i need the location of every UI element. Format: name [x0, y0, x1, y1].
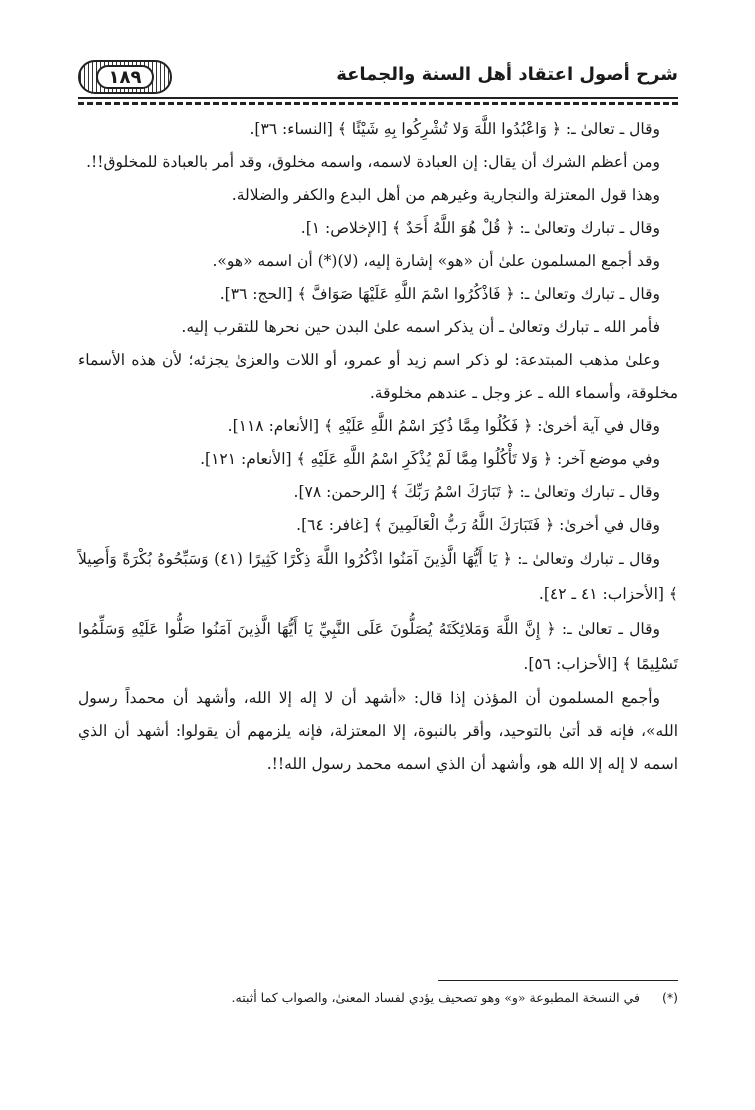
- paragraph: وفي موضع آخر: ﴿ وَلا تَأْكُلُوا مِمَّا لَمْ يُذْكَرِ اسْمُ اللَّهِ عَلَيْهِ ﴾ [الأنعام: ١٢١].: [200, 450, 660, 468]
- paragraph: وقال ـ تبارك وتعالىٰ ـ: ﴿ يَا أَيُّهَا الَّذِينَ آمَنُوا اذْكُرُوا اللَّهَ ذِكْرًا كَثِيرًا (٤١) وَسَبِّحُوهُ بُكْرَةً وَأَصِيلاً ﴾ [الأحزاب: ٤١ ـ ٤٢].: [78, 550, 678, 603]
- paragraph: وقال ـ تبارك وتعالىٰ ـ: ﴿ فَاذْكُرُوا اسْمَ اللَّهِ عَلَيْهَا صَوَافَّ ﴾ [الحج: ٣٦].: [219, 285, 660, 303]
- paragraph: وقال ـ تعالىٰ ـ: ﴿ وَاعْبُدُوا اللَّهَ وَلا تُشْرِكُوا بِهِ شَيْئًا ﴾ [النساء: ٣٦].: [249, 120, 660, 138]
- page-number-badge: [78, 60, 172, 94]
- footnote-mark: (*): [661, 990, 678, 1005]
- paragraph: وقد أجمع المسلمون علىٰ أن «هو» إشارة إليه، (لا)(*) أن اسمه «هو».: [212, 252, 660, 270]
- paragraph: وقال ـ تعالىٰ ـ: ﴿ إِنَّ اللَّهَ وَمَلائِكَتَهُ يُصَلُّونَ عَلَى النَّبِيِّ يَا أَيُّهَا الَّذِينَ آمَنُوا صَلُّوا عَلَيْهِ وَسَلِّمُوا تَسْلِيمًا ﴾ [الأحزاب: ٥٦].: [78, 620, 678, 673]
- footnote: [78, 986, 678, 1010]
- paragraph: وهذا قول المعتزلة والنجارية وغيرهم من أهل البدع والكفر والضلالة.: [231, 186, 660, 204]
- paragraph: وأجمع المسلمون أن المؤذن إذا قال: «أشهد أن لا إله إلا الله، وأشهد أن محمداً رسول الله»، فإنه قد أتىٰ بالتوحيد، وأقر بالنبوة، إلا المعتزلة، فإنه يلزمهم أن يقولوا: أشهد أن الذي اسمه لا إله إلا الله هو، وأشهد أن الذي اسمه محمد رسول الله!!.: [78, 689, 678, 773]
- paragraph: وعلىٰ مذهب المبتدعة: لو ذكر اسم زيد أو عمرو، أو اللات والعزىٰ يجزئه؛ لأن هذه الأسماء مخلوقة، وأسماء الله ـ عز وجل ـ عندهم مخلوقة.: [78, 351, 678, 402]
- paragraph: ومن أعظم الشرك أن يقال: إن العبادة لاسمه، واسمه مخلوق، وقد أمر بالعبادة للمخلوق!!.: [86, 153, 660, 171]
- header-divider: [78, 97, 678, 105]
- book-title: شرح أصول اعتقاد أهل السنة والجماعة: [336, 64, 678, 85]
- footnote-divider: [438, 980, 678, 981]
- running-header: [78, 58, 678, 98]
- paragraph: وقال في آية أخرىٰ: ﴿ فَكُلُوا مِمَّا ذُكِرَ اسْمُ اللَّهِ عَلَيْهِ ﴾ [الأنعام: ١١٨].: [227, 417, 660, 435]
- paragraph: فأمر الله ـ تبارك وتعالىٰ ـ أن يذكر اسمه علىٰ البدن حين نحرها للتقرب إليه.: [181, 318, 660, 336]
- main-text: [78, 113, 678, 781]
- paragraph: وقال في أخرىٰ: ﴿ فَتَبَارَكَ اللَّهُ رَبُّ الْعَالَمِينَ ﴾ [غافر: ٦٤].: [296, 516, 660, 534]
- paragraph: وقال ـ تبارك وتعالىٰ ـ: ﴿ قُلْ هُوَ اللَّهُ أَحَدٌ ﴾ [الإخلاص: ١].: [300, 219, 660, 237]
- paragraph: وقال ـ تبارك وتعالىٰ ـ: ﴿ تَبَارَكَ اسْمُ رَبِّكَ ﴾ [الرحمن: ٧٨].: [293, 483, 660, 501]
- page-number: ١٨٩: [96, 65, 154, 89]
- footnote-text: في النسخة المطبوعة «و» وهو تصحيف يؤدي لفساد المعنىٰ، والصواب كما أثبته.: [231, 990, 640, 1005]
